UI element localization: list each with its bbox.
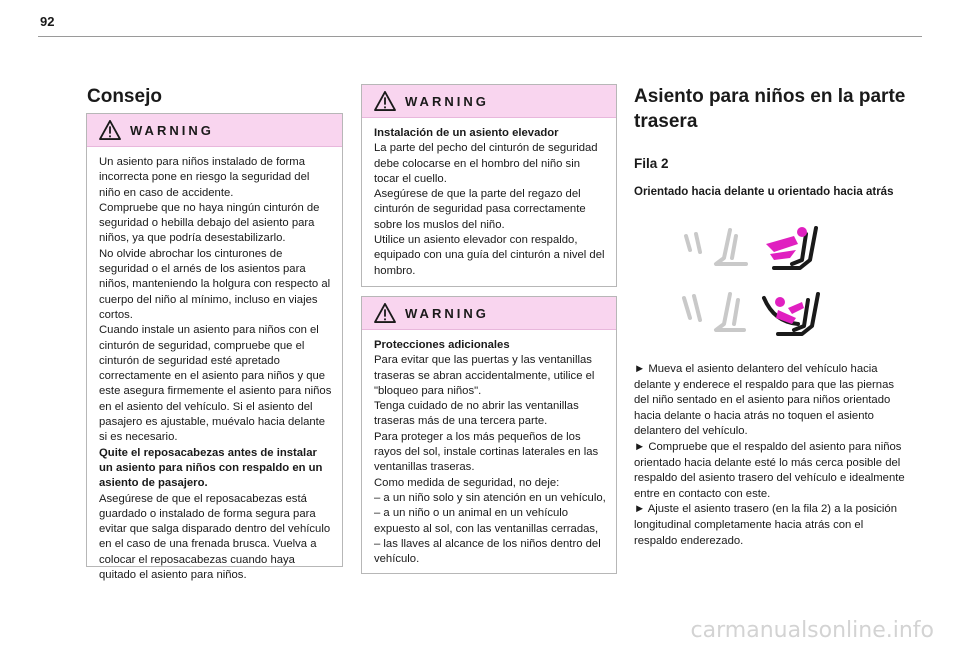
- section-title-consejo: Consejo: [87, 86, 162, 107]
- warning-heading: Instalación de un asiento elevador: [374, 127, 559, 139]
- warning-body: [362, 118, 616, 287]
- warning-heading: Protecciones adicionales: [374, 339, 510, 351]
- warning-body: [87, 147, 342, 591]
- instruction-steps: [634, 362, 906, 549]
- instruction-step: ► Mueva el asiento delantero del vehículo hacia delante y enderece el respaldo para que las piernas del niño sentado en el asiento para niños orientado hacia delante o hacia atrás no toquen el asiento delantero del vehículo.: [634, 363, 895, 438]
- row-label: Fila 2: [634, 156, 669, 171]
- orientation-subheading: Orientado hacia delante u orientado hacia atrás: [634, 186, 894, 198]
- warning-box-elevador: [361, 84, 617, 287]
- warning-triangle-icon: [99, 120, 121, 140]
- warning-bold-heading: Quite el reposacabezas antes de instalar un asiento para niños con respaldo en un asiento de pasajero.: [99, 446, 323, 490]
- warning-header: [362, 297, 616, 330]
- warning-paragraph: La parte del pecho del cinturón de seguridad debe colocarse en el hombro del niño sin tocar el cuello.: [374, 142, 598, 185]
- section-title-rear-seat: Asiento para niños en la parte trasera: [634, 86, 906, 132]
- watermark: carmanualsonline.info: [690, 618, 934, 643]
- warning-paragraph: Utilice un asiento elevador con respaldo, equipado con una guía del cinturón a nivel del hombro.: [374, 234, 605, 277]
- forward-facing-child-seat-icon: [678, 222, 828, 274]
- warning-paragraph: Tenga cuidado de no abrir las ventanillas traseras más de una tercera parte.: [374, 400, 579, 428]
- page-number: 92: [40, 14, 55, 29]
- warning-label: WARNING: [130, 122, 214, 138]
- top-rule: [38, 36, 922, 37]
- instruction-step: ► Ajuste el asiento trasero (en la fila 2) a la posición longitudinal completamente hacia atrás con el respaldo enderezado.: [634, 503, 897, 547]
- warning-list-item: – las llaves al alcance de los niños dentro del vehículo.: [374, 537, 601, 566]
- warning-label: WARNING: [405, 93, 489, 109]
- rear-facing-child-seat-icon: [678, 288, 828, 340]
- warning-header: [87, 114, 342, 147]
- warning-list-item: – a un niño o un animal en un vehículo expuesto al sol, con las ventanillas cerradas,: [374, 507, 599, 535]
- warning-box-protecciones: [361, 296, 617, 574]
- warning-paragraph: Compruebe que no haya ningún cinturón de seguridad o hebilla debajo del asiento para niños, ya que podría desestabilizarlo.: [99, 201, 320, 245]
- warning-header: [362, 85, 616, 118]
- instruction-step: ► Compruebe que el respaldo del asiento para niños orientado hacia delante esté lo más cerca posible del respaldo del asiento trasero del vehículo e idealmente entre en contacto con este.: [634, 440, 905, 500]
- warning-body: [362, 330, 616, 575]
- warning-paragraph: Asegúrese de que la parte del regazo del cinturón de seguridad pasa correctamente sobre los muslos del niño.: [374, 188, 586, 231]
- rear-seat-section: [634, 84, 906, 549]
- warning-paragraph: Para proteger a los más pequeños de los rayos del sol, instale cortinas laterales en las ventanillas traseras.: [374, 430, 599, 474]
- warning-paragraph: Para evitar que las puertas y las ventanillas traseras se abran accidentalmente, utilice el "bloqueo para niños".: [374, 354, 595, 397]
- warning-paragraph: Asegúrese de que el reposacabezas está guardado o instalado de forma segura para evitar que salga disparado dentro del vehículo en el caso de una frenada brusca. Vuelva a colocar el reposacabezas cuando haya quitado el asiento para niños.: [99, 492, 331, 582]
- warning-paragraph: No olvide abrochar los cinturones de seguridad o el arnés de los asientos para niños, manteniendo la holgura con respecto al cuerpo del niño al mínimo, incluso en viajes cortos.: [99, 247, 331, 321]
- warning-box-consejo: [86, 113, 343, 582]
- warning-paragraph: Cuando instale un asiento para niños con el cinturón de seguridad, compruebe que el cinturón de seguridad esté apretado correctamente en el asiento para niños y que este asegura firmemente el asiento para niños en el asiento del vehículo. Si el asiento del pasajero es ajustable, muévalo hacia delante si es necesario.: [99, 324, 332, 444]
- warning-list-item: – a un niño solo y sin atención en un vehículo,: [374, 491, 606, 504]
- warning-label: WARNING: [405, 305, 489, 321]
- warning-paragraph: Como medida de seguridad, no deje:: [374, 476, 560, 489]
- warning-triangle-icon: [374, 91, 396, 111]
- warning-paragraph: Un asiento para niños instalado de forma incorrecta pone en riesgo la seguridad del niño en caso de accidente.: [99, 156, 310, 199]
- warning-triangle-icon: [374, 303, 396, 323]
